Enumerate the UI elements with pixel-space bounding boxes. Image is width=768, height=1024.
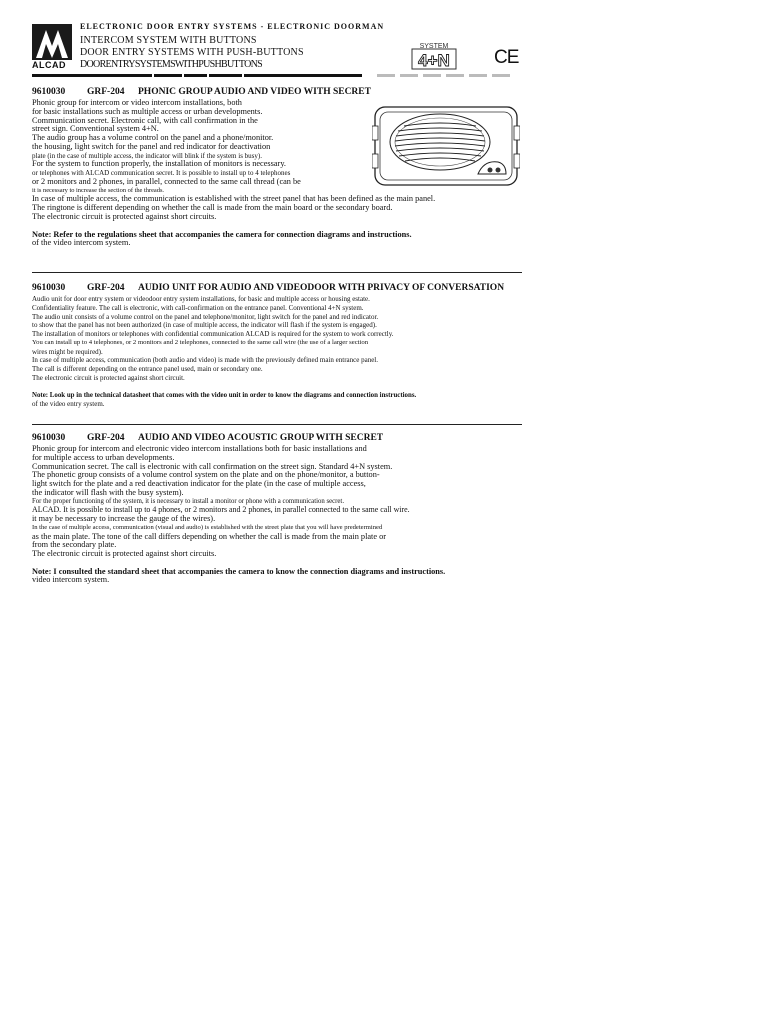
description-line: or telephones with ALCAD communication secret. It is possible to install up to 4 telephones (32, 169, 291, 177)
product-section-3 (32, 433, 522, 585)
description-line: The audio unit consists of a volume control on the panel and telephone/monitor, light switch for the panel and red indicator. (32, 312, 379, 321)
description-line: In case of multiple access, communication (both audio and video) is made with the previously defined main entrance panel. (32, 356, 379, 365)
description-line: The audio group has a volume control on the panel and a phone/monitor. (32, 133, 274, 142)
section-divider (32, 424, 522, 425)
description-line: the housing, light switch for the panel and red indicator for deactivation (32, 141, 271, 151)
document-top-title: ELECTRONIC DOOR ENTRY SYSTEMS - ELECTRONIC DOORMAN (80, 22, 385, 31)
brand-name: ALCAD (32, 60, 66, 70)
description-line: Phonic group for intercom and electronic video intercom installations both for basic installations and (32, 444, 367, 453)
product-code: 9610030 (32, 87, 66, 97)
description-line: street sign. Conventional system 4+N. (32, 124, 159, 134)
section-note-tail: of the video intercom system. (32, 237, 131, 247)
audio-unit-illustration (372, 104, 520, 190)
product-code: 9610030 (32, 283, 66, 293)
product-section-2 (32, 283, 522, 408)
section-note: Note: Look up in the technical datasheet that comes with the video unit in order to know the diagrams and connection instructions. (32, 391, 417, 399)
svg-text:4+N: 4+N (418, 51, 450, 70)
header-line-3: DOORENTRYSYSTEMSWITHPUSHBUTTONS (80, 59, 263, 70)
product-title: PHONIC GROUP AUDIO AND VIDEO WITH SECRET (138, 87, 371, 97)
description-line: The call is different depending on the entrance panel used, main or secondary one. (32, 365, 263, 373)
description-line: it may be necessary to increase the gauge of the wires). (32, 514, 216, 523)
product-reference: GRF-204 (87, 283, 125, 293)
svg-text:SYSTEM: SYSTEM (419, 43, 449, 50)
description-line: for multiple access to urban developments. (32, 452, 175, 462)
section-note-tail: video intercom system. (32, 574, 110, 584)
header-line-2: DOOR ENTRY SYSTEMS WITH PUSH-BUTTONS (80, 47, 304, 58)
section-heading (32, 283, 522, 295)
description-line: The electronic circuit is protected against short circuit. (32, 373, 185, 382)
description-line: For the system to function properly, the installation of monitors is necessary. (32, 159, 287, 169)
description-line: You can install up to 4 telephones, or 2 monitors and 2 telephones, connected to the same call wire (the use of a larger section (32, 338, 369, 346)
description-line: or 2 monitors and 2 phones, in parallel, connected to the same call thread (can be (32, 176, 301, 186)
description-line: The installation of monitors or telephones with confidential communication ALCAD is required for the system to work correctly. (32, 330, 394, 338)
description-line: Phonic group for intercom or video intercom installations, both (32, 98, 242, 107)
product-reference: GRF-204 (87, 87, 125, 97)
product-reference: GRF-204 (87, 433, 125, 443)
description-line: as the main plate. The tone of the call differs depending on whether the call is made from the main plate or (32, 531, 387, 541)
description-line: from the secondary plate. (32, 540, 117, 550)
description-line: Communication secret. The call is electronic with call confirmation on the street sign. Standard 4+N system. (32, 461, 393, 471)
description-line: ALCAD. It is possible to install up to 4 phones, or 2 monitors and 2 phones, in parallel connected to the same call wire. (32, 505, 410, 515)
description-line: The electronic circuit is protected against short circuits. (32, 211, 217, 221)
description-line: wires might be required). (32, 347, 103, 356)
description-line: Communication secret. Electronic call, with call confirmation in the (32, 115, 258, 125)
product-code: 9610030 (32, 433, 66, 443)
description-line: to show that the panel has not been authorized (in case of multiple access, the indicator will flash if the system is engaged). (32, 321, 377, 330)
header-line-1: INTERCOM SYSTEM WITH BUTTONS (80, 35, 257, 46)
description-line: it is necessary to increase the section of the threads. (32, 186, 165, 194)
product-title: AUDIO UNIT FOR AUDIO AND VIDEODOOR WITH PRIVACY OF CONVERSATION (138, 283, 505, 293)
description-line: for basic installations such as multiple access or urban developments. (32, 106, 263, 116)
description-line: The electronic circuit is protected against short circuits. (32, 549, 217, 558)
section-note: Note: Refer to the regulations sheet that accompanies the camera for connection diagrams and instructions. (32, 229, 412, 239)
system-4n-badge-icon (411, 40, 457, 70)
description-line: The ringtone is different depending on whether the call is made from the main board or the secondary board. (32, 203, 393, 212)
ce-mark: CE (494, 47, 519, 68)
description-line: plate (in the case of multiple access, the indicator will blink if the system is busy). (32, 151, 262, 160)
product-title: AUDIO AND VIDEO ACOUSTIC GROUP WITH SECRET (138, 433, 384, 443)
section-note-tail: of the video entry system. (32, 399, 105, 408)
description-line: For the proper functioning of the system, it is necessary to install a monitor or phone with a communication secret. (32, 497, 345, 505)
description-line: In the case of multiple access, communication (visual and audio) is established with the street plate that you will have predetermined (32, 523, 383, 531)
header-rule (32, 74, 522, 77)
section-note: Note: I consulted the standard sheet that accompanies the camera to know the connection diagrams and instructions. (32, 566, 446, 576)
description-line: In case of multiple access, the communication is established with the street panel that has been defined as the main panel. (32, 194, 436, 204)
description-line: the indicator will flash with the busy system). (32, 487, 184, 497)
section-divider (32, 272, 522, 273)
description-line: Confidentiality feature. The call is electronic, with call-confirmation on the entrance panel. Conventional 4+N system. (32, 303, 364, 312)
description-line: Audio unit for door entry system or videodoor entry system installations, for basic and multiple access or housing estate. (32, 295, 370, 303)
description-line: The phonetic group consists of a volume control system on the plate and on the phone/monitor, a button- (32, 470, 380, 480)
description-line: light switch for the plate and a red deactivation indicator for the plate (in the case of multiple access, (32, 479, 366, 488)
